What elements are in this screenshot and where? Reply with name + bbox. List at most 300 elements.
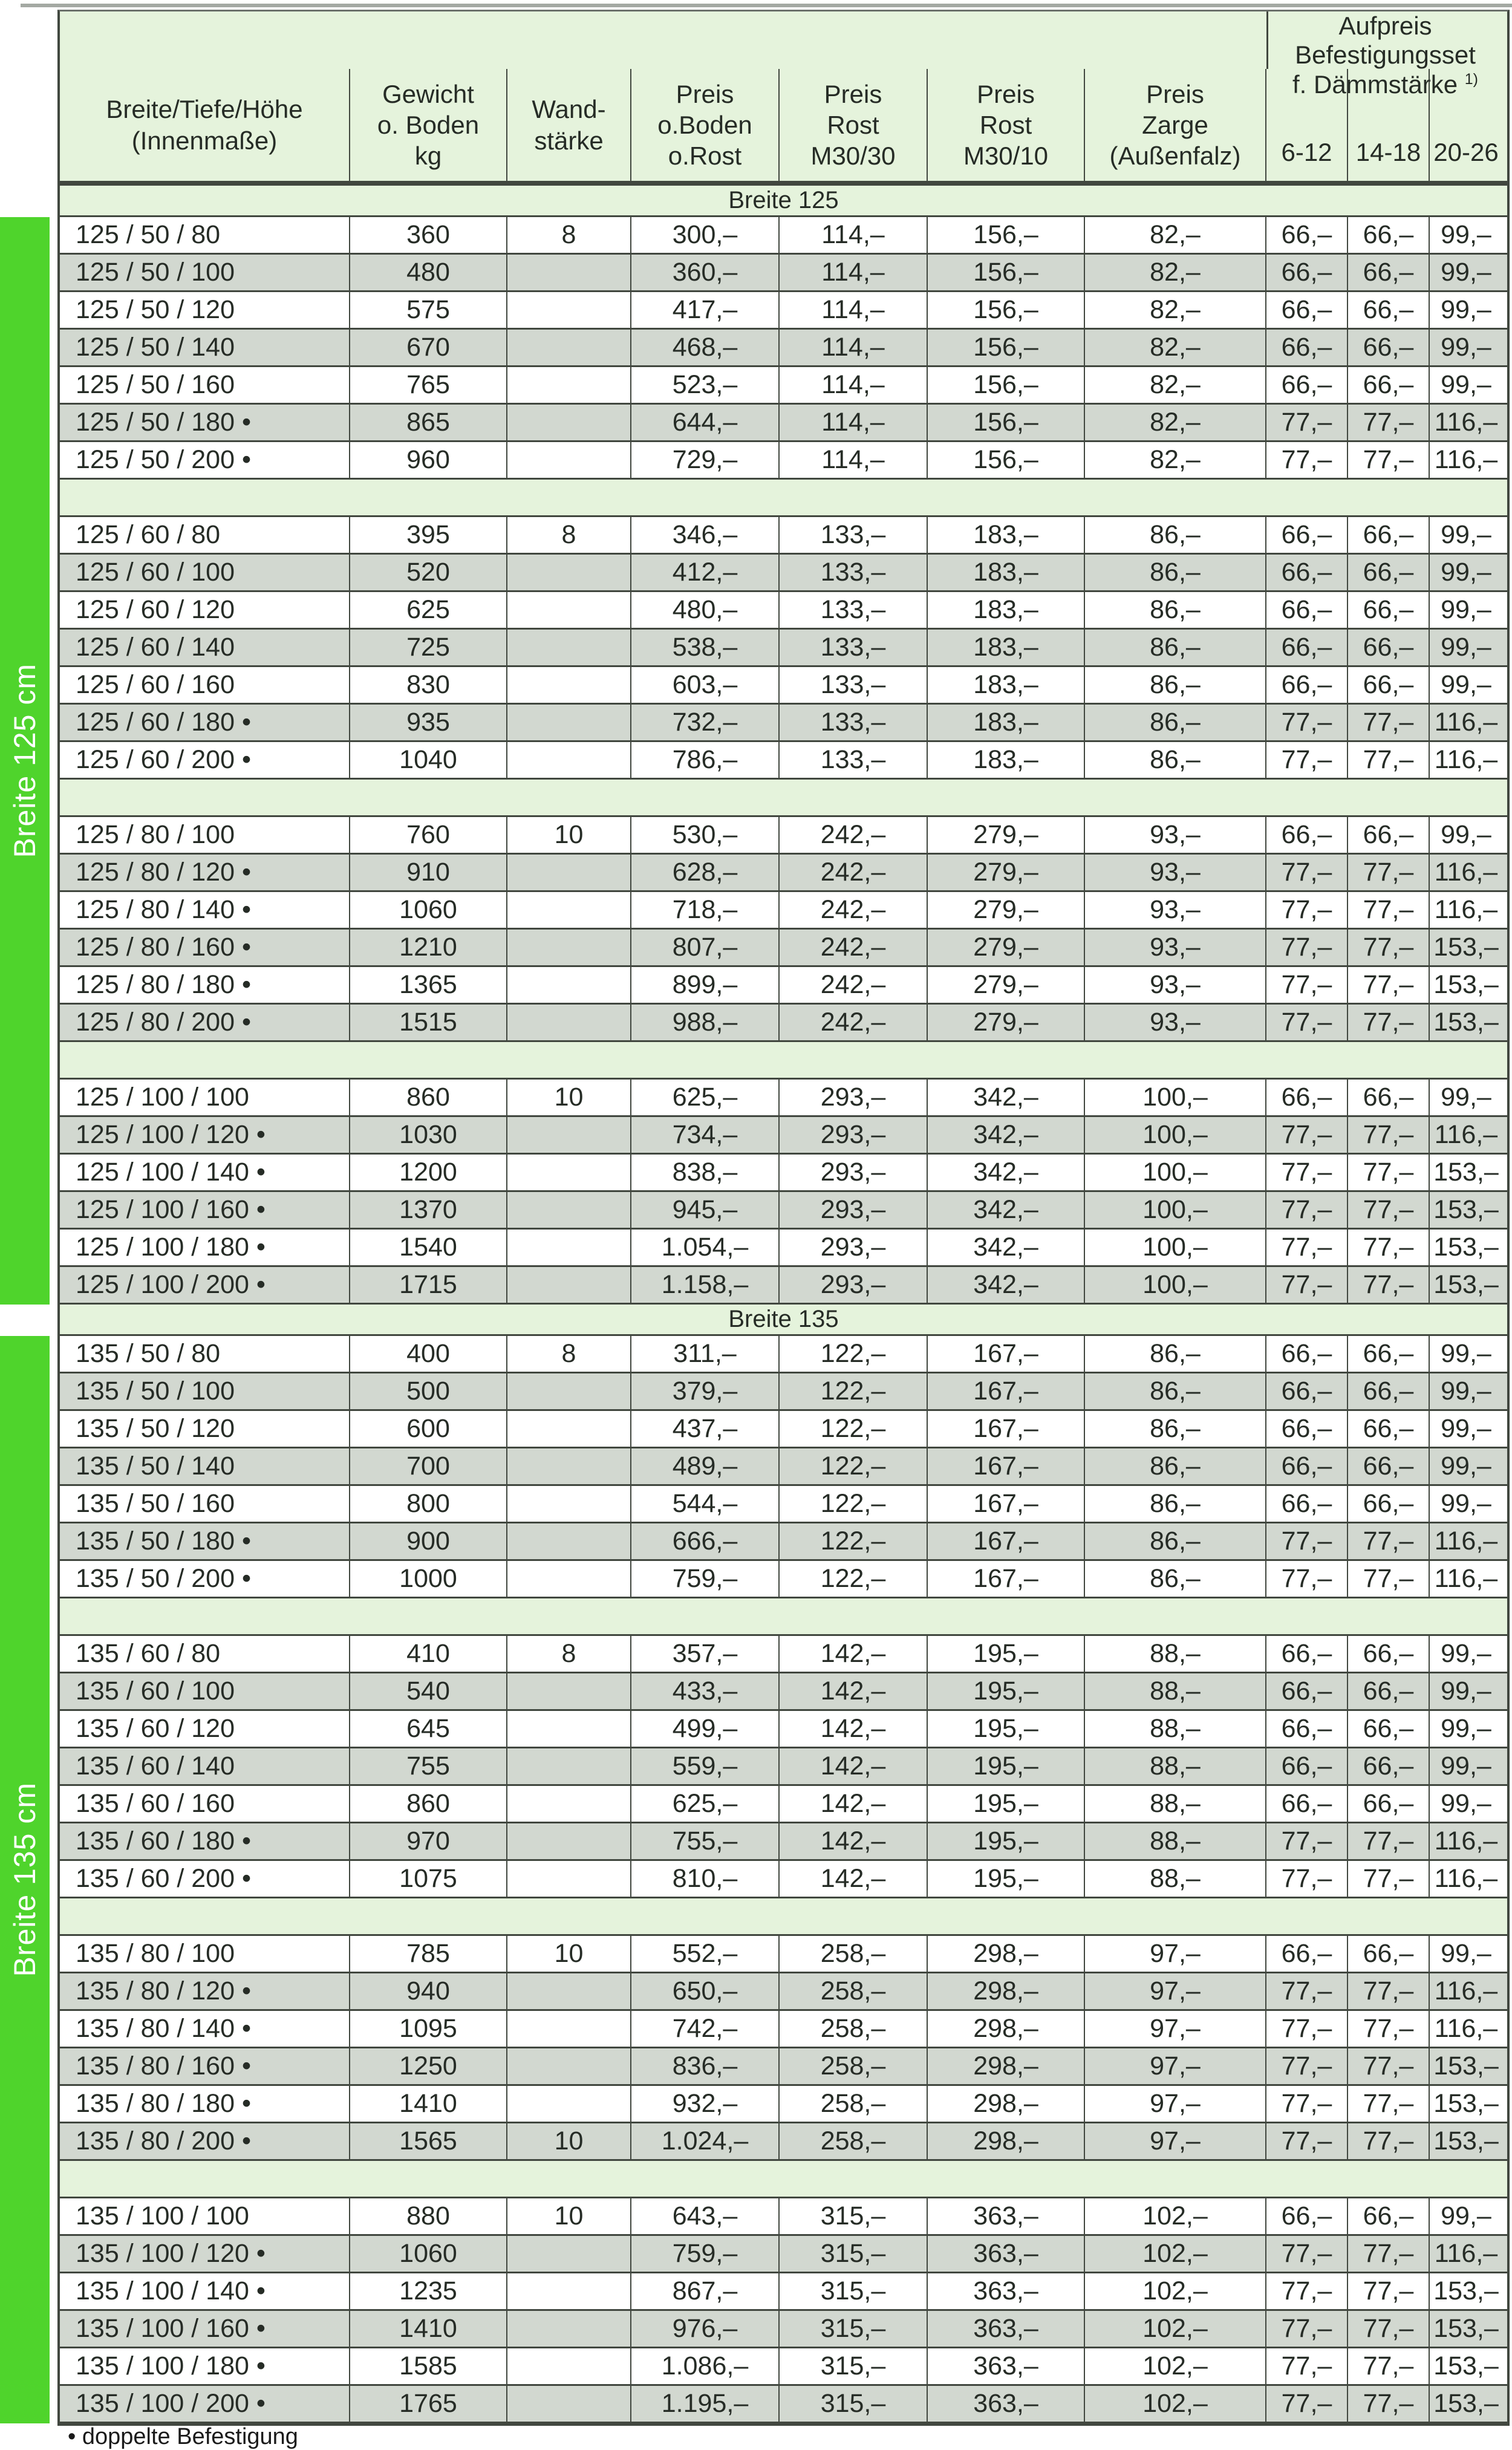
- cell-daemm-20-26: 116,–: [1434, 1976, 1498, 2005]
- cell-wall: [507, 2236, 631, 2272]
- cell-price-rost-m3010: 167,–: [928, 1411, 1085, 1447]
- cell-daemm-14-18: 77,–: [1348, 855, 1430, 890]
- cell-price-zarge: 86,–: [1085, 1561, 1266, 1597]
- cell-price-rost-m3030: 114,–: [780, 292, 928, 328]
- cell-price-rost-m3010: 167,–: [928, 1561, 1085, 1597]
- cell-price-zarge: 82,–: [1085, 217, 1266, 253]
- table-row: [60, 2348, 1507, 2386]
- cell-price-zarge: 88,–: [1085, 1748, 1266, 1784]
- table-row: [60, 1936, 1507, 1973]
- cell-daemm-6-12: 77,–: [1266, 2273, 1348, 2309]
- cell-price-rost-m3010: 298,–: [928, 1936, 1085, 1972]
- column-header-text: Preis: [824, 79, 882, 108]
- cell-price-rost-m3010: 183,–: [928, 630, 1085, 665]
- cell-daemm-14-18: 66,–: [1348, 667, 1430, 703]
- cell-price-base: 786,–: [631, 742, 780, 778]
- cell-dim: 125 / 80 / 200 •: [60, 1005, 350, 1040]
- cell-daemm-20-26: 116,–: [1434, 1120, 1498, 1149]
- cell-daemm-14-18: 77,–: [1348, 2236, 1430, 2272]
- column-header-text: Wand-: [532, 95, 606, 124]
- cell-price-zarge: 82,–: [1085, 255, 1266, 290]
- table-row: [60, 592, 1507, 630]
- header-divider: [60, 181, 1507, 186]
- cell-price-base: 300,–: [631, 217, 780, 253]
- cell-dim: 125 / 100 / 200 •: [60, 1267, 350, 1303]
- cell-weight: 830: [350, 667, 507, 703]
- cell-daemm-6-12: 77,–: [1266, 2348, 1348, 2384]
- cell-daemm-20-26: 116,–: [1434, 1526, 1498, 1556]
- cell-dim: 135 / 80 / 120 •: [60, 1973, 350, 2009]
- cell-wall: [507, 2386, 631, 2422]
- cell-wall: 10: [507, 817, 631, 853]
- cell-price-rost-m3010: 167,–: [928, 1448, 1085, 1484]
- cell-wall: [507, 2273, 631, 2309]
- group-separator: [60, 780, 1507, 817]
- group-separator: [60, 1898, 1507, 1936]
- table-row: [60, 2311, 1507, 2348]
- cell-price-rost-m3030: 242,–: [780, 892, 928, 928]
- cell-daemm-20-26: 153,–: [1433, 1158, 1499, 1187]
- cell-wall: [507, 667, 631, 703]
- cell-daemm-6-12: 77,–: [1266, 855, 1348, 890]
- cell-daemm-14-18: 77,–: [1348, 2348, 1430, 2384]
- cell-dim: 135 / 80 / 200 •: [60, 2123, 350, 2159]
- cell-daemm-6-12: 66,–: [1266, 2198, 1348, 2234]
- cell-daemm-14-18: 77,–: [1348, 1267, 1430, 1303]
- cell-weight: 760: [350, 817, 507, 853]
- cell-price-base: 1.086,–: [631, 2348, 780, 2384]
- cell-weight: 575: [350, 292, 507, 328]
- cell-wall: [507, 292, 631, 328]
- cell-dim: 135 / 60 / 100: [60, 1673, 350, 1709]
- cell-wall: [507, 2011, 631, 2047]
- cell-price-rost-m3030: 315,–: [780, 2198, 928, 2234]
- cell-daemm-20-26: 99,–: [1441, 1714, 1491, 1743]
- cell-daemm-20-26: 99,–: [1441, 558, 1491, 587]
- cell-daemm-20-26: 99,–: [1441, 1339, 1491, 1368]
- cell-dim: 125 / 50 / 160: [60, 367, 350, 403]
- cell-weight: 1250: [350, 2048, 507, 2084]
- cell-daemm-6-12: 77,–: [1266, 2011, 1348, 2047]
- cell-daemm-20-26: 99,–: [1441, 220, 1491, 249]
- sidebar-breite-135-label: Breite 135 cm: [8, 1782, 42, 1977]
- cell-weight: 625: [350, 592, 507, 628]
- cell-price-zarge: 88,–: [1085, 1636, 1266, 1672]
- cell-price-rost-m3030: 122,–: [780, 1411, 928, 1447]
- cell-daemm-14-18: 66,–: [1348, 1748, 1430, 1784]
- cell-price-base: 718,–: [631, 892, 780, 928]
- cell-dim: 135 / 60 / 200 •: [60, 1861, 350, 1897]
- cell-price-base: 759,–: [631, 2236, 780, 2272]
- cell-daemm-6-12: 77,–: [1266, 2311, 1348, 2347]
- cell-weight: 1235: [350, 2273, 507, 2309]
- cell-price-base: 544,–: [631, 1486, 780, 1522]
- cell-price-rost-m3030: 114,–: [780, 367, 928, 403]
- cell-daemm-14-18: 77,–: [1348, 742, 1430, 778]
- cell-wall: [507, 630, 631, 665]
- cell-price-rost-m3010: 167,–: [928, 1373, 1085, 1409]
- cell-price-rost-m3030: 258,–: [780, 2048, 928, 2084]
- cell-daemm-6-12: 77,–: [1266, 2086, 1348, 2122]
- cell-wall: 10: [507, 2123, 631, 2159]
- table-row: [60, 2198, 1507, 2236]
- footnote: • doppelte Befestigung: [68, 2424, 298, 2449]
- cell-price-base: 976,–: [631, 2311, 780, 2347]
- cell-price-rost-m3030: 242,–: [780, 930, 928, 965]
- cell-price-rost-m3030: 293,–: [780, 1192, 928, 1228]
- cell-daemm-6-12: 77,–: [1266, 930, 1348, 965]
- cell-daemm-14-18: 77,–: [1348, 1561, 1430, 1597]
- cell-daemm-14-18: 66,–: [1348, 1636, 1430, 1672]
- cell-daemm-14-18: 77,–: [1348, 1973, 1430, 2009]
- cell-daemm-6-12: 66,–: [1266, 255, 1348, 290]
- cell-daemm-14-18: 77,–: [1348, 1155, 1430, 1190]
- cell-wall: [507, 705, 631, 740]
- cell-price-rost-m3030: 122,–: [780, 1561, 928, 1597]
- table-row: [60, 1192, 1507, 1230]
- cell-price-rost-m3030: 258,–: [780, 1936, 928, 1972]
- cell-daemm-6-12: 77,–: [1266, 2386, 1348, 2422]
- cell-daemm-6-12: 66,–: [1266, 1080, 1348, 1115]
- cell-price-rost-m3030: 293,–: [780, 1155, 928, 1190]
- cell-daemm-14-18: 77,–: [1348, 1523, 1430, 1559]
- cell-weight: 725: [350, 630, 507, 665]
- cell-daemm-20-26: 99,–: [1441, 333, 1491, 362]
- cell-weight: 935: [350, 705, 507, 740]
- cell-daemm-14-18: 66,–: [1348, 2198, 1430, 2234]
- table-row: [60, 2386, 1507, 2423]
- cell-wall: [507, 1192, 631, 1228]
- cell-price-rost-m3010: 195,–: [928, 1786, 1085, 1822]
- cell-daemm-14-18: 77,–: [1348, 442, 1430, 478]
- cell-daemm-14-18: 66,–: [1348, 217, 1430, 253]
- cell-price-rost-m3010: 363,–: [928, 2311, 1085, 2347]
- cell-daemm-20-26: 99,–: [1441, 370, 1491, 399]
- cell-price-zarge: 97,–: [1085, 1973, 1266, 2009]
- cell-price-zarge: 97,–: [1085, 2123, 1266, 2159]
- cell-weight: 940: [350, 1973, 507, 2009]
- cell-daemm-20-26: 153,–: [1433, 2051, 1499, 2080]
- cell-price-zarge: 93,–: [1085, 855, 1266, 890]
- cell-price-zarge: 86,–: [1085, 1523, 1266, 1559]
- cell-price-rost-m3030: 142,–: [780, 1748, 928, 1784]
- surcharge-group-line2: f. Dämmstärke: [1292, 70, 1458, 99]
- cell-price-rost-m3010: 156,–: [928, 217, 1085, 253]
- cell-price-rost-m3030: 122,–: [780, 1448, 928, 1484]
- cell-price-rost-m3030: 122,–: [780, 1336, 928, 1372]
- sidebar-breite-125-label: Breite 125 cm: [8, 663, 42, 858]
- cell-price-zarge: 93,–: [1085, 892, 1266, 928]
- cell-price-zarge: 86,–: [1085, 705, 1266, 740]
- table-row: [60, 667, 1507, 705]
- cell-weight: 865: [350, 405, 507, 440]
- cell-weight: 1210: [350, 930, 507, 965]
- cell-weight: 645: [350, 1711, 507, 1747]
- cell-price-zarge: 100,–: [1085, 1080, 1266, 1115]
- cell-dim: 125 / 100 / 160 •: [60, 1192, 350, 1228]
- cell-price-rost-m3030: 142,–: [780, 1823, 928, 1859]
- table-row: [60, 2123, 1507, 2161]
- cell-weight: 540: [350, 1673, 507, 1709]
- table-row: [60, 1448, 1507, 1486]
- cell-wall: [507, 1117, 631, 1153]
- cell-price-base: 357,–: [631, 1636, 780, 1672]
- cell-daemm-20-26: 153,–: [1433, 933, 1499, 962]
- cell-daemm-20-26: 153,–: [1433, 2389, 1499, 2418]
- cell-daemm-14-18: 66,–: [1348, 555, 1430, 590]
- cell-daemm-6-12: 77,–: [1266, 1155, 1348, 1190]
- cell-price-rost-m3030: 133,–: [780, 705, 928, 740]
- cell-daemm-6-12: 77,–: [1266, 2048, 1348, 2084]
- cell-daemm-14-18: 66,–: [1348, 367, 1430, 403]
- sidebar-breite-135-bar: [0, 1336, 50, 2423]
- cell-wall: [507, 1748, 631, 1784]
- cell-daemm-14-18: 77,–: [1348, 1861, 1430, 1897]
- cell-price-rost-m3030: 122,–: [780, 1523, 928, 1559]
- cell-price-rost-m3010: 298,–: [928, 2011, 1085, 2047]
- cell-price-base: 499,–: [631, 1711, 780, 1747]
- cell-price-rost-m3010: 183,–: [928, 705, 1085, 740]
- cell-price-base: 643,–: [631, 2198, 780, 2234]
- cell-price-rost-m3010: 183,–: [928, 517, 1085, 553]
- cell-wall: 8: [507, 1636, 631, 1672]
- cell-price-rost-m3010: 167,–: [928, 1336, 1085, 1372]
- cell-wall: 10: [507, 1080, 631, 1115]
- cell-daemm-20-26: 99,–: [1441, 820, 1491, 849]
- cell-price-rost-m3030: 242,–: [780, 855, 928, 890]
- cell-daemm-20-26: 116,–: [1434, 895, 1498, 924]
- column-header-text: Preis: [977, 79, 1035, 108]
- cell-price-zarge: 97,–: [1085, 1936, 1266, 1972]
- header-spacer: [60, 11, 1266, 69]
- cell-daemm-6-12: 77,–: [1266, 2123, 1348, 2159]
- column-header-text: Preis: [676, 79, 734, 108]
- cell-daemm-20-26: 116,–: [1434, 708, 1498, 737]
- cell-daemm-20-26: 99,–: [1441, 1751, 1491, 1780]
- cell-price-rost-m3030: 114,–: [780, 217, 928, 253]
- cell-dim: 135 / 80 / 140 •: [60, 2011, 350, 2047]
- cell-daemm-6-12: 66,–: [1266, 1411, 1348, 1447]
- cell-price-base: 489,–: [631, 1448, 780, 1484]
- cell-dim: 125 / 60 / 120: [60, 592, 350, 628]
- cell-price-rost-m3010: 342,–: [928, 1230, 1085, 1265]
- cell-price-base: 932,–: [631, 2086, 780, 2122]
- cell-wall: [507, 1523, 631, 1559]
- cell-price-zarge: 86,–: [1085, 1448, 1266, 1484]
- cell-weight: 1765: [350, 2386, 507, 2422]
- cell-weight: 520: [350, 555, 507, 590]
- column-header-text: M30/10: [963, 142, 1049, 171]
- column-header-text: 14-18: [1355, 137, 1421, 166]
- cell-daemm-20-26: 153,–: [1433, 2276, 1499, 2305]
- cell-daemm-20-26: 99,–: [1441, 1789, 1491, 1818]
- cell-dim: 125 / 80 / 140 •: [60, 892, 350, 928]
- cell-daemm-6-12: 77,–: [1266, 2236, 1348, 2272]
- cell-price-base: 480,–: [631, 592, 780, 628]
- cell-price-base: 899,–: [631, 967, 780, 1003]
- cell-weight: 755: [350, 1748, 507, 1784]
- cell-daemm-20-26: 116,–: [1434, 1826, 1498, 1855]
- cell-price-base: 538,–: [631, 630, 780, 665]
- cell-price-rost-m3010: 156,–: [928, 367, 1085, 403]
- cell-daemm-14-18: 77,–: [1348, 705, 1430, 740]
- cell-weight: 910: [350, 855, 507, 890]
- table-row: [60, 255, 1507, 292]
- cell-daemm-20-26: 153,–: [1433, 2351, 1499, 2380]
- table-row: [60, 1748, 1507, 1786]
- table-body: [60, 186, 1507, 2423]
- cell-price-base: 530,–: [631, 817, 780, 853]
- cell-weight: 1060: [350, 2236, 507, 2272]
- cell-price-base: 734,–: [631, 1117, 780, 1153]
- section-band: [60, 1305, 1507, 1336]
- cell-daemm-20-26: 99,–: [1441, 633, 1491, 662]
- cell-price-base: 666,–: [631, 1523, 780, 1559]
- cell-price-rost-m3010: 156,–: [928, 442, 1085, 478]
- cell-wall: [507, 1486, 631, 1522]
- cell-price-base: 836,–: [631, 2048, 780, 2084]
- column-header-price-zarge: [1085, 69, 1266, 181]
- cell-weight: 1515: [350, 1005, 507, 1040]
- cell-weight: 1040: [350, 742, 507, 778]
- cell-price-base: 360,–: [631, 255, 780, 290]
- table-row: [60, 2011, 1507, 2048]
- cell-daemm-14-18: 66,–: [1348, 292, 1430, 328]
- group-separator: [60, 1598, 1507, 1636]
- column-header-price-rost-m3010: [928, 69, 1085, 181]
- cell-daemm-20-26: 153,–: [1433, 1233, 1499, 1262]
- cell-daemm-20-26: 116,–: [1434, 858, 1498, 887]
- cell-dim: 135 / 50 / 100: [60, 1373, 350, 1409]
- cell-dim: 135 / 60 / 180 •: [60, 1823, 350, 1859]
- cell-dim: 125 / 100 / 140 •: [60, 1155, 350, 1190]
- cell-dim: 135 / 100 / 140 •: [60, 2273, 350, 2309]
- cell-daemm-6-12: 66,–: [1266, 517, 1348, 553]
- cell-dim: 125 / 80 / 160 •: [60, 930, 350, 965]
- cell-price-base: 628,–: [631, 855, 780, 890]
- cell-price-base: 1.024,–: [631, 2123, 780, 2159]
- column-header-text: Gewicht: [382, 79, 474, 108]
- cell-price-zarge: 93,–: [1085, 817, 1266, 853]
- table-row: [60, 2086, 1507, 2123]
- cell-dim: 135 / 60 / 120: [60, 1711, 350, 1747]
- cell-price-rost-m3030: 133,–: [780, 592, 928, 628]
- cell-dim: 135 / 50 / 140: [60, 1448, 350, 1484]
- cell-price-base: 945,–: [631, 1192, 780, 1228]
- cell-dim: 135 / 100 / 120 •: [60, 2236, 350, 2272]
- cell-daemm-6-12: 66,–: [1266, 1336, 1348, 1372]
- cell-weight: 500: [350, 1373, 507, 1409]
- cell-price-zarge: 102,–: [1085, 2273, 1266, 2309]
- table-row: [60, 217, 1507, 255]
- cell-price-rost-m3010: 298,–: [928, 2123, 1085, 2159]
- surcharge-group-line1: Aufpreis Befestigungsset: [1295, 11, 1476, 70]
- cell-wall: [507, 1155, 631, 1190]
- cell-weight: 1715: [350, 1267, 507, 1303]
- cell-price-rost-m3010: 183,–: [928, 667, 1085, 703]
- cell-dim: 135 / 100 / 200 •: [60, 2386, 350, 2422]
- cell-daemm-20-26: 116,–: [1434, 445, 1498, 474]
- cell-price-rost-m3010: 167,–: [928, 1486, 1085, 1522]
- cell-price-zarge: 100,–: [1085, 1117, 1266, 1153]
- cell-dim: 125 / 60 / 180 •: [60, 705, 350, 740]
- cell-wall: [507, 930, 631, 965]
- cell-daemm-6-12: 66,–: [1266, 555, 1348, 590]
- cell-dim: 125 / 80 / 120 •: [60, 855, 350, 890]
- cell-price-rost-m3030: 133,–: [780, 667, 928, 703]
- cell-price-zarge: 82,–: [1085, 442, 1266, 478]
- table-row: [60, 1823, 1507, 1861]
- table-row: [60, 1230, 1507, 1267]
- surcharge-group-header: [1266, 11, 1502, 99]
- cell-price-base: 810,–: [631, 1861, 780, 1897]
- cell-price-zarge: 86,–: [1085, 630, 1266, 665]
- table-row: [60, 1561, 1507, 1598]
- cell-daemm-6-12: 77,–: [1266, 405, 1348, 440]
- cell-daemm-14-18: 77,–: [1348, 2311, 1430, 2347]
- cell-daemm-6-12: 66,–: [1266, 1786, 1348, 1822]
- cell-price-base: 468,–: [631, 330, 780, 365]
- cell-price-rost-m3010: 342,–: [928, 1192, 1085, 1228]
- table-row: [60, 1267, 1507, 1305]
- cell-dim: 135 / 60 / 160: [60, 1786, 350, 1822]
- cell-price-base: 1.054,–: [631, 1230, 780, 1265]
- table-row: [60, 1373, 1507, 1411]
- cell-daemm-14-18: 66,–: [1348, 1711, 1430, 1747]
- cell-price-zarge: 82,–: [1085, 330, 1266, 365]
- cell-daemm-14-18: 66,–: [1348, 330, 1430, 365]
- cell-dim: 125 / 50 / 120: [60, 292, 350, 328]
- cell-dim: 125 / 50 / 140: [60, 330, 350, 365]
- cell-weight: 900: [350, 1523, 507, 1559]
- cell-price-rost-m3030: 114,–: [780, 255, 928, 290]
- cell-weight: 410: [350, 1636, 507, 1672]
- cell-dim: 135 / 80 / 180 •: [60, 2086, 350, 2122]
- cell-price-rost-m3010: 279,–: [928, 1005, 1085, 1040]
- cell-price-zarge: 102,–: [1085, 2198, 1266, 2234]
- group-separator: [60, 1042, 1507, 1080]
- cell-daemm-6-12: 66,–: [1266, 330, 1348, 365]
- price-table: [57, 10, 1510, 2426]
- cell-weight: 765: [350, 367, 507, 403]
- column-header-text: o.Rost: [668, 142, 742, 171]
- cell-weight: 1200: [350, 1155, 507, 1190]
- cell-wall: [507, 1823, 631, 1859]
- section-band-label: Breite 125: [728, 187, 839, 213]
- cell-price-rost-m3030: 114,–: [780, 405, 928, 440]
- cell-price-rost-m3030: 133,–: [780, 742, 928, 778]
- cell-price-zarge: 82,–: [1085, 405, 1266, 440]
- cell-dim: 125 / 100 / 180 •: [60, 1230, 350, 1265]
- cell-dim: 125 / 50 / 180 •: [60, 405, 350, 440]
- cell-price-zarge: 88,–: [1085, 1861, 1266, 1897]
- cell-price-base: 603,–: [631, 667, 780, 703]
- cell-price-rost-m3010: 156,–: [928, 405, 1085, 440]
- cell-price-rost-m3010: 167,–: [928, 1523, 1085, 1559]
- cell-dim: 135 / 50 / 180 •: [60, 1523, 350, 1559]
- cell-price-rost-m3010: 363,–: [928, 2236, 1085, 2272]
- cell-price-zarge: 86,–: [1085, 1411, 1266, 1447]
- cell-daemm-20-26: 99,–: [1441, 1639, 1491, 1668]
- table-row: [60, 1636, 1507, 1673]
- cell-price-base: 625,–: [631, 1080, 780, 1115]
- cell-dim: 125 / 80 / 100: [60, 817, 350, 853]
- cell-price-rost-m3030: 242,–: [780, 817, 928, 853]
- cell-price-zarge: 100,–: [1085, 1230, 1266, 1265]
- cell-price-rost-m3010: 279,–: [928, 930, 1085, 965]
- cell-price-rost-m3010: 156,–: [928, 255, 1085, 290]
- cell-price-rost-m3030: 315,–: [780, 2348, 928, 2384]
